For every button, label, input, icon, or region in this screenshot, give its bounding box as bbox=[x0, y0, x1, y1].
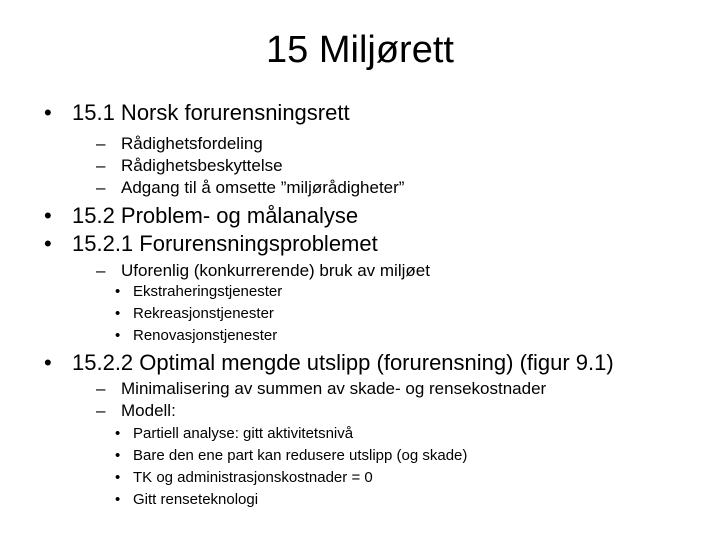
sub-item bbox=[96, 260, 430, 281]
dash-marker: – bbox=[96, 261, 106, 280]
sub-item bbox=[96, 400, 176, 421]
sub-item-text: Rådighetsbeskyttelse bbox=[121, 156, 283, 175]
dash-marker: – bbox=[96, 178, 106, 197]
dash-marker: – bbox=[96, 134, 106, 153]
sub-item bbox=[96, 133, 263, 154]
sub-item-text: Rådighetsfordeling bbox=[121, 134, 263, 153]
sub-sub-item bbox=[115, 326, 278, 345]
bullet-item bbox=[44, 231, 378, 257]
dash-marker: – bbox=[96, 401, 106, 420]
sub-sub-item bbox=[115, 304, 274, 323]
sub-sub-item-text: TK og administrasjonskostnader = 0 bbox=[133, 469, 373, 486]
bullet-marker: • bbox=[115, 491, 121, 508]
sub-sub-item-text: Ekstraheringstjenester bbox=[133, 283, 283, 300]
sub-sub-item-text: Bare den ene part kan redusere utslipp (og skade) bbox=[133, 447, 468, 464]
bullet-marker: • bbox=[44, 100, 52, 125]
bullet-marker: • bbox=[115, 425, 121, 442]
sub-item bbox=[96, 177, 405, 198]
sub-sub-item bbox=[115, 468, 373, 487]
bullet-marker: • bbox=[115, 283, 121, 300]
sub-item-text: Modell: bbox=[121, 401, 176, 420]
sub-sub-item bbox=[115, 282, 283, 301]
bullet-item bbox=[44, 350, 614, 376]
sub-item bbox=[96, 378, 547, 399]
bullet-marker: • bbox=[115, 469, 121, 486]
sub-sub-item-text: Partiell analyse: gitt aktivitetsnivå bbox=[133, 425, 354, 442]
bullet-item bbox=[44, 203, 359, 229]
bullet-marker: • bbox=[44, 231, 52, 256]
slide-title: 15 Miljørett bbox=[266, 29, 454, 71]
bullet-marker: • bbox=[115, 305, 121, 322]
dash-marker: – bbox=[96, 156, 106, 175]
bullet-text: 15.2.2 Optimal mengde utslipp (forurensning) (figur 9.1) bbox=[72, 350, 614, 375]
bullet-marker: • bbox=[44, 203, 52, 228]
sub-sub-item-text: Gitt renseteknologi bbox=[133, 491, 259, 508]
bullet-marker: • bbox=[44, 350, 52, 375]
sub-sub-item bbox=[115, 446, 468, 465]
sub-sub-item bbox=[115, 490, 259, 509]
sub-item bbox=[96, 155, 283, 176]
bullet-item bbox=[44, 100, 350, 126]
sub-sub-item-text: Renovasjonstjenester bbox=[133, 327, 278, 344]
sub-item-text: Uforenlig (konkurrerende) bruk av miljøet bbox=[121, 261, 430, 280]
bullet-text: 15.1 Norsk forurensningsrett bbox=[72, 100, 350, 125]
sub-sub-item-text: Rekreasjonstjenester bbox=[133, 305, 274, 322]
bullet-text: 15.2 Problem- og målanalyse bbox=[72, 203, 359, 228]
bullet-marker: • bbox=[115, 447, 121, 464]
sub-item-text: Minimalisering av summen av skade- og rensekostnader bbox=[121, 379, 547, 398]
dash-marker: – bbox=[96, 379, 106, 398]
sub-item-text: Adgang til å omsette ”miljørådigheter” bbox=[121, 178, 405, 197]
sub-sub-item bbox=[115, 424, 354, 443]
bullet-text: 15.2.1 Forurensningsproblemet bbox=[72, 231, 378, 256]
bullet-marker: • bbox=[115, 327, 121, 344]
